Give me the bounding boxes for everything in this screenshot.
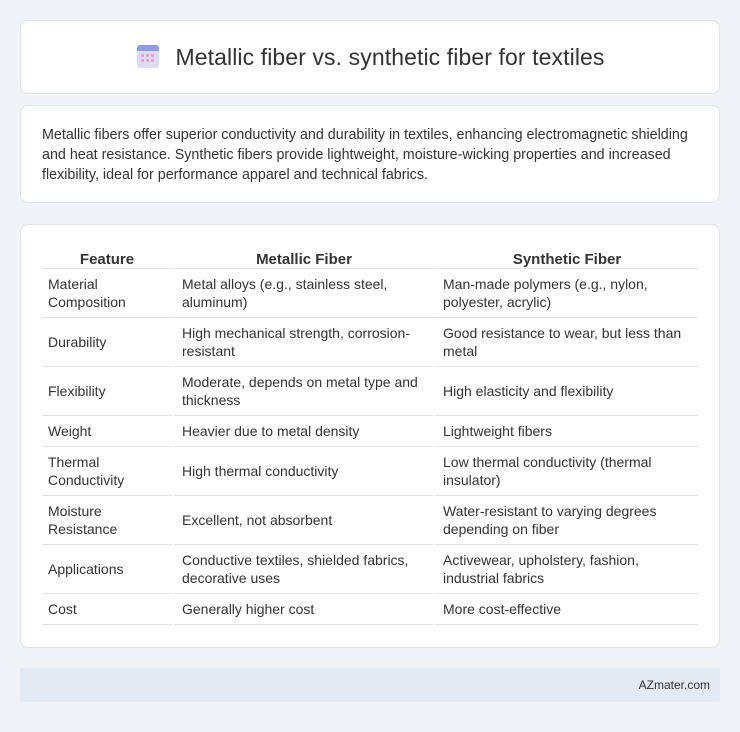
metallic-cell: High mechanical strength, corrosion-resistant [172,318,433,367]
summary-card [20,105,720,203]
table-row [42,367,698,416]
title-card [20,20,720,94]
metallic-cell: Generally higher cost [172,594,433,625]
feature-cell: Material Composition [42,269,172,318]
feature-cell: Thermal Conductivity [42,447,172,496]
synthetic-cell: Good resistance to wear, but less than metal [433,318,698,367]
calendar-icon [135,45,161,69]
metallic-cell: High thermal conductivity [172,447,433,496]
column-header-synthetic: Synthetic Fiber [433,246,698,269]
column-header-feature: Feature [42,246,172,269]
feature-cell: Flexibility [42,367,172,416]
page-title: Metallic fiber vs. synthetic fiber for textiles [175,43,605,70]
table-row [42,545,698,594]
table-row [42,594,698,625]
metallic-cell: Metal alloys (e.g., stainless steel, aluminum) [172,269,433,318]
comparison-table [42,246,698,625]
summary-text: Metallic fibers offer superior conductivity and durability in textiles, enhancing electromagnetic shielding and heat resistance. Synthetic fibers provide lightweight, moisture-wicking properties and increased flexibility, ideal for performance apparel and technical fabrics. [42,127,688,183]
synthetic-cell: Man-made polymers (e.g., nylon, polyester, acrylic) [433,269,698,318]
table-row [42,416,698,447]
synthetic-cell: Low thermal conductivity (thermal insulator) [433,447,698,496]
feature-cell: Weight [42,416,172,447]
synthetic-cell: More cost-effective [433,594,698,625]
feature-cell: Moisture Resistance [42,496,172,545]
synthetic-cell: High elasticity and flexibility [433,367,698,416]
feature-cell: Applications [42,545,172,594]
table-row [42,496,698,545]
metallic-cell: Heavier due to metal density [172,416,433,447]
feature-cell: Durability [42,318,172,367]
footer-bar [20,668,720,702]
synthetic-cell: Lightweight fibers [433,416,698,447]
table-header-row [42,246,698,269]
footer-brand-link[interactable]: AZmater.com [638,678,710,692]
table-row [42,447,698,496]
metallic-cell: Conductive textiles, shielded fabrics, decorative uses [172,545,433,594]
synthetic-cell: Activewear, upholstery, fashion, industrial fabrics [433,545,698,594]
column-header-metallic: Metallic Fiber [172,246,433,269]
feature-cell: Cost [42,594,172,625]
table-row [42,318,698,367]
synthetic-cell: Water-resistant to varying degrees depending on fiber [433,496,698,545]
table-row [42,269,698,318]
metallic-cell: Moderate, depends on metal type and thickness [172,367,433,416]
comparison-table-card [20,224,720,648]
metallic-cell: Excellent, not absorbent [172,496,433,545]
